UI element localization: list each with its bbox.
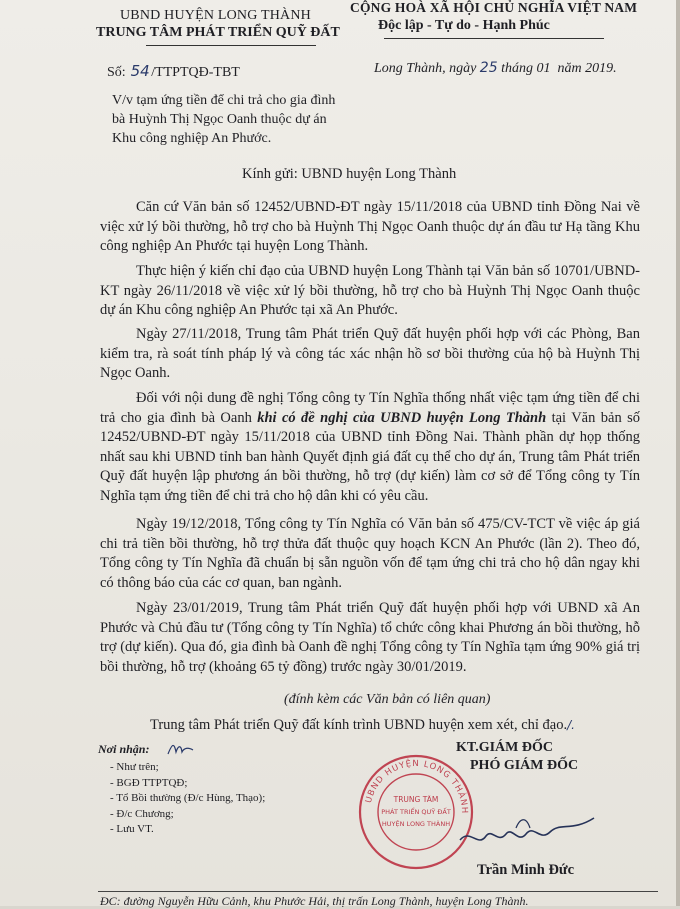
- recipient-item: - Tổ Bồi thường (Đ/c Hùng, Thạo);: [110, 792, 266, 804]
- agency-name: TRUNG TÂM PHÁT TRIỂN QUỸ ĐẤT: [96, 25, 340, 40]
- p4-text-start: Đối với nội dung đề nghị Tổng công ty Tín Nghĩa thống nhất việc tạm ứng tiền để chi trả cho gia đình bà Oanh: [100, 390, 640, 426]
- body-paragraph-5: Ngày 19/12/2018, Tổng công ty Tín Nghĩa có Văn bản số 475/CV-TCT về việc áp giá chi trả tiền bồi thường, hỗ trợ thửa đất thuộc quy hoạch KCN An Phước (lần 2). Theo đó, Tổng công ty Tín Nghĩa đã chuẩn bị sẵn nguồn vốn để tạm ứng chi trả cho hộ dân ngay khi có thông báo của các cơ quan, ban ngành.: [100, 516, 640, 591]
- doc-number-suffix: /TTPTQĐ-TBT: [151, 65, 240, 80]
- signer-position-2: PHÓ GIÁM ĐỐC: [470, 758, 579, 773]
- recipient-item: - Đ/c Chương;: [110, 807, 174, 820]
- body-paragraph-2: Thực hiện ý kiến chỉ đạo của UBND huyện Long Thành tại Văn bản số 10701/UBND-KT ngày 26/11/2018 về việc xử lý bồi thường, hỗ trợ cho bà Huỳnh Thị Ngọc Oanh thuộc dự án Khu công nghiệp An Phước tại xã An Phước.: [100, 263, 640, 319]
- p4-emphasis: khi có đề nghị của UBND huyện Long Thành: [257, 409, 547, 426]
- place-label: Long Thành, ngày: [374, 61, 477, 76]
- month-label: tháng: [501, 61, 534, 76]
- date-day: 25: [479, 60, 498, 76]
- doc-number-prefix: Số:: [107, 65, 126, 80]
- recipients-title: Nơi nhận:: [98, 742, 150, 756]
- stamp-line-2: PHÁT TRIỂN QUỸ ĐẤT: [381, 808, 451, 816]
- document-number: [107, 62, 240, 81]
- body-paragraph-1: Căn cứ Văn bản số 12452/UBND-ĐT ngày 15/11/2018 của UBND tỉnh Đồng Nai về việc xử lý bồi thường, hỗ trợ cho bà Huỳnh Thị Ngọc Oanh thuộc dự án đầu tư Hạ tầng Khu công nghiệp An Phước tại huyện Long Thành.: [100, 199, 640, 255]
- footer-address: ĐC: đường Nguyễn Hữu Cảnh, khu Phước Hải, thị trấn Long Thành, huyện Long Thành.: [100, 894, 529, 908]
- recipients-list: [110, 760, 265, 838]
- body-paragraph-4: [100, 389, 640, 507]
- subject-line: V/v tạm ứng tiền để chi trả cho gia đình bà Huỳnh Thị Ngọc Oanh thuộc dự án Khu công nghiệp An Phước.: [112, 93, 336, 146]
- stamp-ring-text: UBND HUYỆN LONG THÀNH: [363, 758, 470, 815]
- year-label: năm 2019.: [557, 61, 617, 76]
- recipient-item: - BGĐ TTPTQĐ;: [110, 776, 188, 789]
- signer-position-1: KT.GIÁM ĐỐC: [456, 740, 553, 755]
- page-edge-shadow: [676, 0, 680, 906]
- closing-handwritten-mark: /.: [567, 718, 575, 732]
- place-date: [374, 60, 617, 77]
- recipient-line: Kính gửi: UBND huyện Long Thành: [242, 166, 457, 182]
- closing-line: [150, 717, 575, 734]
- agency-underline: [146, 45, 316, 46]
- agency-parent: UBND HUYỆN LONG THÀNH: [120, 8, 311, 23]
- recipient-item: - Như trên;: [110, 761, 159, 773]
- national-motto: Độc lập - Tự do - Hạnh Phúc: [378, 18, 550, 33]
- stamp-line-1: TRUNG TÂM: [393, 795, 439, 804]
- doc-number-handwritten: 54: [130, 62, 150, 80]
- body-paragraph-6: Ngày 23/01/2019, Trung tâm Phát triển Quỹ đất huyện phối hợp với UBND xã An Phước và Chủ đầu tư (Tổng công ty Tín Nghĩa) tổ chức công khai Phương án bồi thường, hỗ trợ (dự kiến). Qua đó, gia đình bà Oanh đề nghị Tổng công ty Tín Nghĩa tạm ứng 90% giá trị bồi thường, hỗ trợ (khoảng 65 tỷ đồng) trước ngày 30/01/2019.: [100, 600, 640, 675]
- handwritten-signature: [456, 788, 606, 858]
- closing-text: Trung tâm Phát triển Quỹ đất kính trình UBND huyện xem xét, chỉ đạo.: [150, 717, 568, 733]
- date-month: 01: [536, 61, 551, 76]
- handwritten-initial: [166, 738, 196, 760]
- recipient-item: - Lưu VT.: [110, 823, 154, 835]
- motto-underline: [384, 38, 604, 39]
- national-title: CỘNG HOÀ XÃ HỘI CHỦ NGHĨA VIỆT NAM: [350, 0, 638, 15]
- stamp-line-3: HUYỆN LONG THÀNH: [381, 820, 451, 828]
- signer-name: Trần Minh Đức: [477, 862, 575, 878]
- p4-text-end: tại Văn bản số 12452/UBND-ĐT ngày 15/11/2018 của UBND tỉnh Đồng Nai. Thành phần dự họp thống nhất sau khi UBND tỉnh ban hành Quyết định giá đất cụ thể cho dự án, Trung tâm Phát triển Quỹ đất huyện lập phương án bồi thường, hỗ trợ (dự kiến) làm cơ sở để Tổng công ty Tín Nghĩa tạm ứng tiền để chi trả cho hộ dân khi có yêu cầu.: [100, 409, 640, 504]
- footer-divider: [98, 891, 658, 892]
- body-paragraph-3: Ngày 27/11/2018, Trung tâm Phát triển Quỹ đất huyện phối hợp với các Phòng, Ban kiểm tra, rà soát tính pháp lý và công tác xác nhận hồ sơ bồi thường của hộ bà Huỳnh Thị Ngọc Oanh.: [100, 326, 640, 382]
- attachment-note: (đính kèm các Văn bản có liên quan): [284, 692, 491, 707]
